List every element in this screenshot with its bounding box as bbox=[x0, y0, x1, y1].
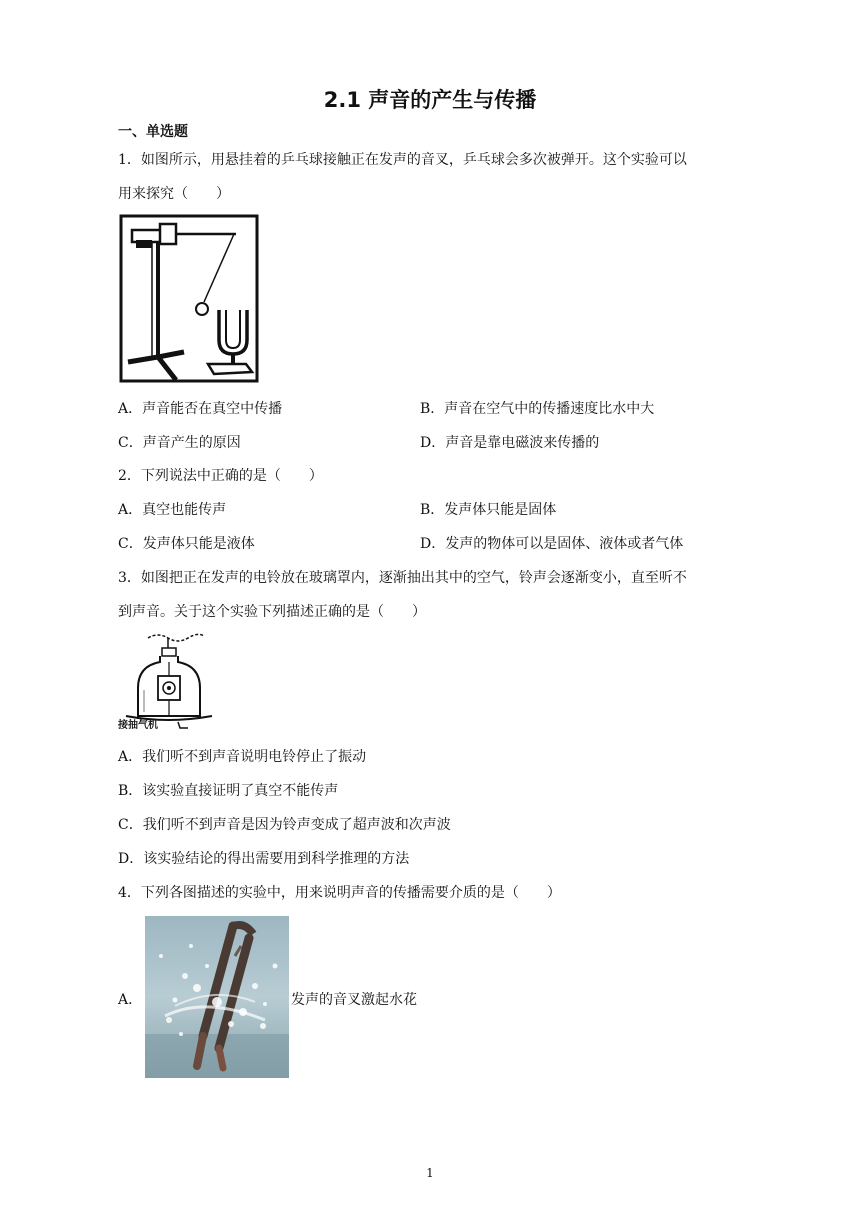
q3-stem-line1: 3．如图把正在发声的电铃放在玻璃罩内，逐渐抽出其中的空气，铃声会逐渐变小，直至听不 bbox=[118, 570, 687, 586]
q2-option-d: D．发声的物体可以是固体、液体或者气体 bbox=[420, 536, 684, 552]
q3-figure-label: 接抽气机 bbox=[118, 720, 158, 731]
q1-option-d: D．声音是靠电磁波来传播的 bbox=[420, 435, 600, 451]
q1-figure-tuning-fork bbox=[118, 212, 260, 388]
page-number: 1 bbox=[426, 1166, 434, 1180]
q1-option-c: C．声音产生的原因 bbox=[118, 435, 241, 451]
q2-option-a: A．真空也能传声 bbox=[118, 502, 227, 518]
q3-option-a: A．我们听不到声音说明电铃停止了振动 bbox=[118, 749, 367, 765]
q1-option-a: A．声音能否在真空中传播 bbox=[118, 401, 283, 417]
q4-option-a-caption: 发声的音叉激起水花 bbox=[291, 992, 417, 1008]
q2-stem: 2．下列说法中正确的是（ ） bbox=[118, 468, 323, 484]
q3-stem-line2: 到声音。关于这个实验下列描述正确的是（ ） bbox=[118, 604, 426, 620]
q4-option-a-letter: A． bbox=[118, 992, 143, 1008]
q1-stem-line1: 1．如图所示，用悬挂着的乒乓球接触正在发声的音叉，乒乓球会多次被弹开。这个实验可以 bbox=[118, 152, 687, 168]
page-title: 2.1 声音的产生与传播 bbox=[323, 88, 537, 112]
q3-option-b: B．该实验直接证明了真空不能传声 bbox=[118, 783, 339, 799]
q1-option-b: B．声音在空气中的传播速度比水中大 bbox=[420, 401, 655, 417]
q1-stem-line2: 用来探究（ ） bbox=[118, 186, 230, 202]
q4-stem: 4．下列各图描述的实验中，用来说明声音的传播需要介质的是（ ） bbox=[118, 885, 561, 901]
q3-option-d: D．该实验结论的得出需要用到科学推理的方法 bbox=[118, 851, 410, 867]
q2-option-c: C．发声体只能是液体 bbox=[118, 536, 255, 552]
q4-option-a-photo bbox=[145, 916, 289, 1078]
q2-option-b: B．发声体只能是固体 bbox=[420, 502, 557, 518]
q3-option-c: C．我们听不到声音是因为铃声变成了超声波和次声波 bbox=[118, 817, 451, 833]
section-heading: 一、单选题 bbox=[118, 124, 188, 140]
q3-figure-bell-jar bbox=[118, 632, 218, 732]
